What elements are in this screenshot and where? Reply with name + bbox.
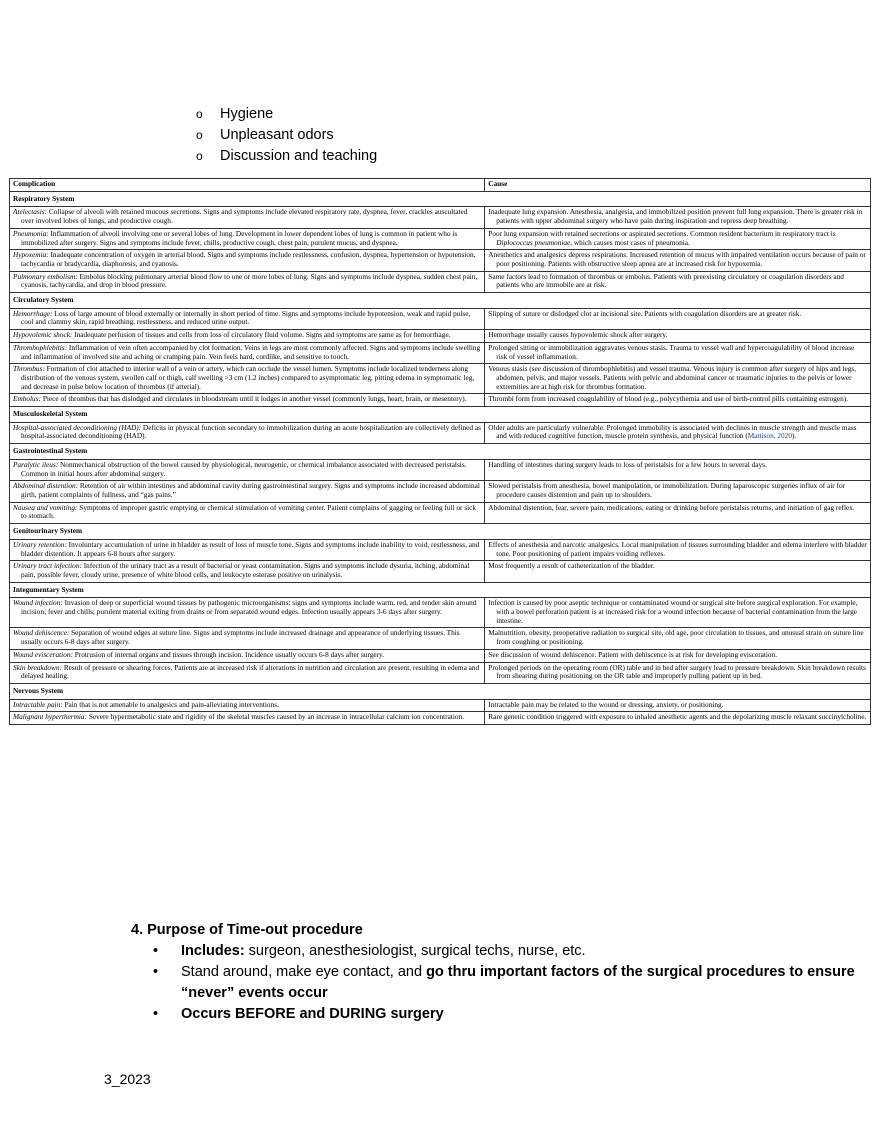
complications-table bbox=[9, 178, 871, 725]
header-complication: Complication bbox=[10, 179, 485, 192]
section-title: Gastrointestinal System bbox=[10, 444, 871, 460]
cause-text: Slowed peristalsis from anesthesia, bowel manipulation, or immobilization. During laparoscopic surgeries influx of air for procedure causes distention and pain up to shoulders. bbox=[488, 481, 846, 499]
list-item bbox=[153, 962, 880, 1004]
complication-cell bbox=[10, 699, 485, 712]
table-row bbox=[10, 394, 871, 407]
complication-description: Piece of thrombus that has dislodged and circulates in bloodstream until it lodges in another vessel (commonly lungs, heart, brain, or mesentery). bbox=[42, 394, 467, 404]
cause-text: Venous stasis (see discussion of thrombophlebitis) and vessel trauma. Venous injury is common after surgery of hips and legs, abdomen, pelvis, and major vessels. Patients with pelvic and abdominal cancer or traumatic injuries to the pelvis or lower extremities are at high risk for thrombus formation. bbox=[488, 364, 857, 391]
complication-term: Hemorrhage: bbox=[13, 308, 53, 318]
table-row bbox=[10, 459, 871, 480]
cause-cell bbox=[485, 364, 871, 394]
table-row bbox=[10, 628, 871, 649]
table-row bbox=[10, 699, 871, 712]
list-item bbox=[153, 941, 880, 962]
cause-text: Prolonged periods on the operating room (OR) table and in bed after surgery lead to pressure breakdown. Skin breakdown results from shearing during positioning on the OR table and improperly pulling patient up in bed. bbox=[488, 662, 866, 681]
cause-text: Prolonged sitting or immobilization aggravates venous stasis. Trauma to vessel wall and hypercoagulability of blood increase risk of vessel inflammation. bbox=[488, 342, 855, 361]
sub-bullet-list bbox=[196, 104, 377, 167]
header-cause: Cause bbox=[485, 179, 871, 192]
section-heading: 4. Purpose of Time-out procedure bbox=[131, 922, 363, 938]
table-row bbox=[10, 342, 871, 363]
table-row bbox=[10, 364, 871, 394]
cause-text: Handling of intestines during surgery leads to loss of peristalsis for a few hours to several days. bbox=[488, 459, 767, 469]
complication-description: Protrusion of internal organs and tissues through incision. Incidence usually occurs 6-8 days after surgery. bbox=[74, 649, 385, 659]
complication-term: Wound evisceration: bbox=[13, 649, 73, 659]
section-title: Respiratory System bbox=[10, 191, 871, 207]
complication-description: Retention of air within intestines and abdominal cavity during gastrointestinal surgery. Signs and symptoms include increased abdominal girth, patient complaints of fullness, and “gas pains.” bbox=[21, 481, 480, 499]
complication-term: Pulmonary embolism: bbox=[13, 271, 78, 281]
cause-text: Poor lung expansion with retained secretions or aspirated secretions. Common resident bacterium in respiratory tract is bbox=[488, 228, 836, 238]
list-item-text: Includes: surgeon, anesthesiologist, surgical techs, nurse, etc. bbox=[181, 943, 586, 959]
complication-description: Loss of large amount of blood externally or internally in short period of time. Signs and symptoms include hypotension, weak and rapid pulse, cool and clammy skin, rapid breathing, restlessness, and reduced urine output. bbox=[21, 308, 471, 327]
complication-description: Symptoms of improper gastric emptying or chemical stimulation of vomiting center. Patient complains of gagging or feeling full or sick to stomach. bbox=[21, 502, 477, 521]
complication-term: Paralytic ileus: bbox=[13, 459, 59, 469]
complication-term: Thrombophlebitis: bbox=[13, 342, 68, 352]
table-header-row bbox=[10, 179, 871, 192]
table-row bbox=[10, 649, 871, 662]
section-title: Nervous System bbox=[10, 683, 871, 699]
section-title: Musculoskeletal System bbox=[10, 407, 871, 423]
complication-description: Collapse of alveoli with retained mucous secretions. Signs and symptoms include elevated respiratory rate, dyspnea, fever, crackles auscultated over involved lobes of lungs, and productive cough. bbox=[21, 207, 468, 226]
table-row bbox=[10, 308, 871, 329]
table-row bbox=[10, 422, 871, 443]
complication-description: Severe hypermetabolic state and rigidity of the skeletal muscles caused by an increase in intracellular calcium ion concentration. bbox=[88, 712, 465, 722]
complication-cell bbox=[10, 481, 485, 502]
circle-bullet-icon: o bbox=[196, 107, 203, 121]
complication-term: Intractable pain: bbox=[13, 699, 63, 709]
complication-description: Infection of the urinary tract as a result of bacterial or yeast contamination. Signs and symptoms include dysuria, itching, abdominal pain, possible fever, cloudy urine, presence of white blood cells, and leukocyte esterase positive on urinalysis. bbox=[21, 561, 470, 579]
complication-description: Separation of wound edges at suture line. Signs and symptoms include increased drainage and appearance of underlying tissues. This usually occurs 6-8 days after surgery. bbox=[21, 628, 460, 647]
complication-cell bbox=[10, 271, 485, 292]
complication-term: Nausea and vomiting: bbox=[13, 502, 78, 512]
complication-cell bbox=[10, 459, 485, 480]
complication-cell bbox=[10, 649, 485, 662]
section-title: Circulatory System bbox=[10, 293, 871, 309]
list-item-text: Occurs BEFORE and DURING surgery bbox=[181, 1006, 444, 1022]
table-row bbox=[10, 502, 871, 523]
list-item-text: Stand around, make eye contact, and go thru important factors of the surgical procedures to ensure “never” events occur bbox=[181, 964, 855, 1001]
complication-cell bbox=[10, 539, 485, 560]
cause-text: Slipping of suture or dislodged clot at incisional site. Patients with coagulation disorders are at greater risk. bbox=[488, 308, 802, 318]
complication-term: Malignant hyperthermia: bbox=[13, 712, 87, 722]
complication-term: Skin breakdown: bbox=[13, 662, 62, 672]
cause-text: Same factors lead to formation of thrombus or embolus. Patients with preexisting circulatory or coagulation disorders and patients who are immobile are at risk. bbox=[488, 271, 844, 290]
cause-text: Rare genetic condition triggered with exposure to inhaled anesthetic agents and the depolarizing muscle relaxant succinylcholine. bbox=[488, 712, 867, 722]
bullet-icon: • bbox=[153, 964, 159, 980]
complication-description: Formation of clot attached to interior wall of a vein or artery, which can occlude the vessel lumen. Symptoms include localized tenderness along distribution of the venous system, swollen calf or thigh, calf swelling >3 cm (1.2 inches) compared to asymptomatic leg, pitting edema in symptomatic leg, and decrease in pulse below location of thrombus (if arterial). bbox=[21, 364, 475, 391]
complication-cell bbox=[10, 394, 485, 407]
complication-cell bbox=[10, 342, 485, 363]
section-row bbox=[10, 683, 871, 699]
complication-cell bbox=[10, 207, 485, 228]
complication-cell bbox=[10, 364, 485, 394]
cause-text: Infection is caused by poor aseptic technique or contaminated wound or surgical site before surgical exploration. For example, with a bowel perforation patient is at increased risk for a wound infection because of bacterial contamination from the large intestine. bbox=[488, 598, 858, 625]
cause-text: Anesthetics and analgesics depress respirations. Increased retention of mucus with impaired ventilation occurs because of pain or poor positioning. Patients with obstructive sleep apnea are at increased risk for hypoxemia. bbox=[488, 250, 866, 268]
complication-description: Inadequate perfusion of tissues and cells from loss of circulatory fluid volume. Signs and symptoms are same as for hemorrhage. bbox=[74, 330, 451, 340]
table-row bbox=[10, 598, 871, 628]
table-body bbox=[10, 191, 871, 724]
cause-cell bbox=[485, 330, 871, 343]
cause-cell bbox=[485, 481, 871, 502]
complication-description: Inadequate concentration of oxygen in arterial blood. Signs and symptoms include restlessness, confusion, dyspnea, hypertension or hypotension, tachycardia or bradycardia, diaphoresis, and cyanosis. bbox=[21, 250, 476, 268]
cause-cell bbox=[485, 598, 871, 628]
citation-link[interactable]: Mattison, 2020 bbox=[747, 431, 792, 441]
table-row bbox=[10, 712, 871, 725]
complication-description: Pain that is not amenable to analgesics and pain-alleviating interventions. bbox=[64, 699, 279, 709]
bullet-icon: • bbox=[153, 1006, 159, 1022]
section-row bbox=[10, 407, 871, 423]
cause-cell bbox=[485, 539, 871, 560]
cause-cell bbox=[485, 649, 871, 662]
cause-cell bbox=[485, 561, 871, 582]
complication-term: Atelectasis: bbox=[13, 207, 48, 217]
cause-text: Abdominal distention, fear, severe pain, medications, eating or drinking before peristalsis returns, and initiation of gag reflex. bbox=[488, 502, 855, 512]
complication-cell bbox=[10, 712, 485, 725]
complication-term: Embolus: bbox=[13, 394, 41, 404]
section-title: Integumentary System bbox=[10, 582, 871, 598]
table-row bbox=[10, 271, 871, 292]
cause-tail-text: , which causes most cases of pneumonia. bbox=[570, 237, 690, 247]
table-row bbox=[10, 330, 871, 343]
timeout-section bbox=[131, 920, 880, 1025]
complication-description: Involuntary accumulation of urine in bladder as result of loss of muscle tone. Signs and symptoms include inability to void, restlessness, and bladder distention. It appears 6-8 hours after surgery. bbox=[21, 539, 480, 558]
complication-term: Thrombus: bbox=[13, 364, 45, 374]
cause-cell bbox=[485, 271, 871, 292]
cause-cell bbox=[485, 308, 871, 329]
section-row bbox=[10, 444, 871, 460]
complication-description: Deficits in physical function secondary to immobilization during an acute hospitalization are collectively defined as hospital-associated deconditioning (HAD). bbox=[21, 422, 481, 441]
cause-text: See discussion of wound dehiscence. Patient with dehiscence is at risk for developing evisceration. bbox=[488, 649, 778, 659]
complication-term: Urinary retention: bbox=[13, 539, 67, 549]
list-item bbox=[196, 146, 377, 167]
section-row bbox=[10, 293, 871, 309]
list-item-text: Unpleasant odors bbox=[220, 127, 334, 143]
table-row bbox=[10, 662, 871, 683]
complication-term: Pneumonia: bbox=[13, 228, 49, 238]
cause-cell bbox=[485, 394, 871, 407]
complication-term: Wound infection: bbox=[13, 598, 63, 608]
table-row bbox=[10, 561, 871, 582]
circle-bullet-icon: o bbox=[196, 149, 203, 163]
complication-term: Hypoxemia: bbox=[13, 250, 49, 260]
page-footer: 3_2023 bbox=[104, 1071, 151, 1087]
complication-cell bbox=[10, 250, 485, 271]
list-item bbox=[196, 104, 377, 125]
complication-term: Hospital-associated deconditioning (HAD): bbox=[13, 422, 142, 432]
cause-cell bbox=[485, 712, 871, 725]
cause-cell bbox=[485, 228, 871, 249]
complication-cell bbox=[10, 308, 485, 329]
complication-description: Invasion of deep or superficial wound tissues by pathogenic microorganisms; signs and symptoms include warm, red, and tender skin around incision; fever and chills; purulent material exiting from drains or from separated wound edges. Infection usually appears 3-6 days after surgery. bbox=[21, 598, 477, 617]
table-row bbox=[10, 207, 871, 228]
bullet-icon: • bbox=[153, 943, 159, 959]
complication-description: Inflammation of vein often accompanied by clot formation. Veins in legs are most commonly affected. Signs and symptoms include swelling and inflammation of involved site and aching or cramping pain. Vein feels hard, cordlike, and sensitive to touch. bbox=[21, 342, 481, 361]
complication-term: Urinary tract infection: bbox=[13, 561, 82, 571]
complication-cell bbox=[10, 502, 485, 523]
complication-term: Abdominal distention: bbox=[13, 481, 79, 491]
complication-description: Embolus blocking pulmonary arterial blood flow to one or more lobes of lung. Signs and symptoms include dyspnea, sudden chest pain, cyanosis, tachycardia, and drop in blood pressure. bbox=[21, 271, 478, 290]
cause-cell bbox=[485, 662, 871, 683]
complication-term: Wound dehiscence: bbox=[13, 628, 70, 638]
complication-cell bbox=[10, 561, 485, 582]
cause-cell bbox=[485, 250, 871, 271]
section-row bbox=[10, 191, 871, 207]
complication-cell bbox=[10, 628, 485, 649]
table-row bbox=[10, 250, 871, 271]
cause-text: Hemorrhage usually causes hypovolemic shock after surgery. bbox=[488, 330, 668, 340]
cause-text: Thrombi form from increased coagulability of blood (e.g., polycythemia and use of birth-control pills containing estrogen). bbox=[488, 394, 848, 404]
complication-cell bbox=[10, 422, 485, 443]
cause-text: Intractable pain may be related to the wound or dressing, anxiety, or positioning. bbox=[488, 699, 724, 709]
cause-cell bbox=[485, 207, 871, 228]
section-title: Genitourinary System bbox=[10, 524, 871, 540]
complication-cell bbox=[10, 662, 485, 683]
cause-text: Most frequently a result of catheterization of the bladder. bbox=[488, 561, 655, 571]
complication-cell bbox=[10, 228, 485, 249]
complication-description: Inflammation of alveoli involving one or several lobes of lung. Development in lower dependent lobes of lung is common in patient who is immobilized after surgery. Signs and symptoms include fever, chills, productive cough, chest pain, purulent mucus, and dyspnea. bbox=[21, 228, 458, 247]
cause-cell bbox=[485, 502, 871, 523]
cause-text: Older adults are particularly vulnerable. Prolonged immobility is associated with declines in muscle strength and muscle mass and with reduced cognitive function, muscle protein synthesis, and physical function ( bbox=[488, 422, 857, 441]
list-item bbox=[153, 1004, 880, 1025]
cause-cell bbox=[485, 422, 871, 443]
cause-cell bbox=[485, 342, 871, 363]
complication-cell bbox=[10, 330, 485, 343]
complication-cell bbox=[10, 598, 485, 628]
cause-text: Malnutrition, obesity, preoperative radiation to surgical site, old age, poor circulation to tissues, and unusual strain on suture line from coughing or positioning. bbox=[488, 628, 864, 647]
cause-cell bbox=[485, 459, 871, 480]
table-row bbox=[10, 228, 871, 249]
cause-text: Effects of anesthesia and narcotic analgesics. Local manipulation of tissues surrounding bladder and edema interfere with bladder tone. Poor positioning of patient impairs voiding reflexes. bbox=[488, 539, 867, 558]
list-item bbox=[196, 125, 377, 146]
cause-tail-text: ). bbox=[791, 431, 797, 441]
table-row bbox=[10, 481, 871, 502]
cause-cell bbox=[485, 699, 871, 712]
complication-term: Hypovolemic shock: bbox=[13, 330, 73, 340]
table-row bbox=[10, 539, 871, 560]
complication-description: Result of pressure or shearing forces. Patients are at increased risk if alterations in nutrition and circulation are present, resulting in edema and delayed healing. bbox=[21, 662, 480, 681]
cause-cell bbox=[485, 628, 871, 649]
cause-text: Inadequate lung expansion. Anesthesia, analgesia, and immobilized position prevent full lung expansion. There is greater risk in patients with upper abdominal surgery who have pain during inspiration and repress deep breathing. bbox=[488, 207, 863, 226]
cause-italic-text: Diplococcus pneumoniae bbox=[496, 237, 571, 247]
complication-description: Nonmechanical obstruction of the bowel caused by physiological, neurogenic, or chemical imbalance associated with decreased peristalsis. Common in initial hours after abdominal surgery. bbox=[21, 459, 467, 478]
list-item-text: Discussion and teaching bbox=[220, 148, 378, 164]
list-item-text: Hygiene bbox=[220, 106, 274, 122]
circle-bullet-icon: o bbox=[196, 128, 203, 142]
section-row bbox=[10, 524, 871, 540]
section-row bbox=[10, 582, 871, 598]
